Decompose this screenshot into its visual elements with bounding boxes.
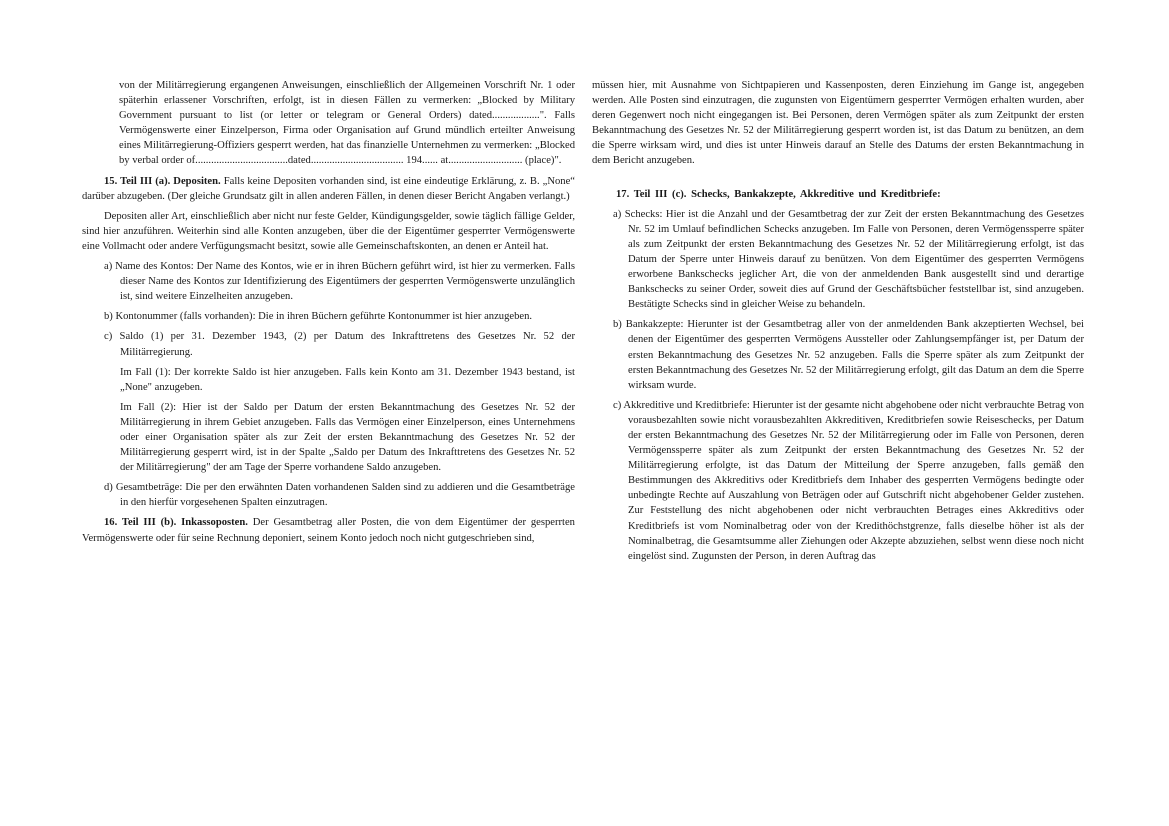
- section-16-heading: 16. Teil III (b). Inkassoposten.: [104, 517, 248, 529]
- section-15-text: Falls keine Depositen vorhanden sind, ist eine eindeutige Erklärung, z. B. „None“ darüber abzugeben. (Der gleiche Grundsatz gilt in allen anderen Fällen, in denen dieser Bericht Angaben verlangt.): [82, 175, 575, 202]
- section-15-paragraph-2: Depositen aller Art, einschließlich aber nicht nur feste Gelder, Kündigungsgelder, sowie täglich fällige Gelder, sind hier anzuführen. Weiterhin sind alle Konten anzugeben, über die der Eigentümer gesperrter Vermögenswerte eine Vollmacht oder andere Verfügungsmacht besitzt, sowie alle Gemeinschaftskonten, an denen er Anteil hat.: [82, 210, 575, 252]
- left-column: [82, 78, 575, 546]
- section-16-paragraph: [82, 515, 575, 545]
- list-item-b: b) Kontonummer (falls vorhanden): Die in ihren Büchern geführte Kontonummer ist hier anzugeben.: [104, 311, 533, 323]
- list-item-c: c) Saldo (1) per 31. Dezember 1943, (2) per Datum des Inkrafttretens des Gesetzes Nr. 52 der Militärregierung.: [104, 331, 575, 358]
- intro-paragraph: von der Militärregierung ergangenen Anweisungen, einschließlich der Allgemeinen Vorschrift Nr. 1 oder späterhin erlassener Vorschriften, erfolgt, ist in diesen Fällen zu vermerken: „Blocked by Military Government pursuant to list (or letter or telegram or General Orders) dated..................". Falls Vermögenswerte einer Einzelperson, Firma oder Organisation auf Grund mündlich erteilter Anweisung eines Militärregierung-Offiziers gesperrt werden, hat das finanzielle Unternehmen zu vermerken: „Blocked by verbal order of...................................dated................................... 194...... at............................ (place)".: [119, 80, 575, 167]
- list-item-d: d) Gesamtbeträge: Die per den erwähnten Daten vorhandenen Salden sind zu addieren und die Gesamtbeträge in den hierfür vorgesehenen Spalten einzutragen.: [104, 482, 575, 509]
- list-item-c-case-1: Im Fall (1): Der korrekte Saldo ist hier anzugeben. Falls kein Konto am 31. Dezember 1943 bestand, ist „None" anzugeben.: [120, 366, 575, 393]
- right-column: [592, 78, 1084, 564]
- continuation-paragraph: müssen hier, mit Ausnahme von Sichtpapieren und Kassenposten, deren Einziehung im Gange ist, angegeben werden. Alle Posten sind einzutragen, die zugunsten von Eigentümern gesperrter Vermögen erhalten wurden, aber deren Gegenwert noch nicht eingegangen ist. Bei Personen, deren Vermögen später als zum Zeitpunkt der ersten Bekanntmachung des Gesetzes Nr. 52 der Militärregierung gesperrt worden ist, ist das Datum zu benützen, an dem die Sperre wirksam wird, und dies ist unter Hinweis darauf an Stelle des Datums der ersten Bekanntmachung in dem Bericht anzugeben.: [592, 80, 1084, 167]
- list-item-a: a) Name des Kontos: Der Name des Kontos, wie er in ihren Büchern geführt wird, ist hier zu vermerken. Falls dieser Name des Kontos zur Identifizierung des Eigentümers der gesperrten Vermögenswerte unzulänglich ist, sind weitere Einzelheiten anzugeben.: [104, 261, 575, 303]
- section-17-heading: 17. Teil III (c). Schecks, Bankakzepte, Akkreditive und Kreditbriefe:: [616, 188, 941, 200]
- section-15-paragraph: [82, 174, 575, 204]
- section-15-heading: 15. Teil III (a). Depositen.: [104, 175, 221, 187]
- section-16-text: Der Gesamtbetrag aller Posten, die von dem Eigentümer der gesperrten Vermögenswerte oder für seine Rechnung deponiert, seinem Konto jedoch noch nicht gutgeschrieben sind,: [82, 517, 575, 544]
- list-item-a-schecks: a) Schecks: Hier ist die Anzahl und der Gesamtbetrag der zur Zeit der ersten Bekanntmachung des Gesetzes Nr. 52 im Umlauf befindlichen Schecks anzugeben. Im Falle von Personen, deren Vermögenssperre später als zum Zeitpunkt der ersten Bekanntmachung des Gesetzes Nr. 52 der Militärregierung erfolgt, ist das Datum der Sperre unter Hinweis darauf zu benützen. Von dem Eigentümer des gesperrten Vermögens erworbene Bankschecks jeglicher Art, die von der anmeldenden Bank ausgestellt sind und derartige Bankschecks zu seiner Order, soweit dies auf Grund der Geschäftsbücher feststellbar ist, sind anzugeben. Bestätigte Schecks sind in gleicher Weise zu behandeln.: [613, 208, 1084, 311]
- list-item-c-case-2: Im Fall (2): Hier ist der Saldo per Datum der ersten Bekanntmachung des Gesetzes Nr. 52 der Militärregierung in ihrem Gebiet anzugeben. Falls das Vermögen einer Einzelperson, eines Unternehmens oder einer Organisation später als zur Zeit der ersten Bekanntmachung des Gesetzes Nr. 52 der Militärregierung gesperrt wird, ist in der Spalte „Saldo per Datum des Inkrafttretens des Gesetzes Nr. 52 der Militärregierung" der am Tage der Sperre vorhandene Saldo anzugeben.: [120, 401, 575, 474]
- list-item-b-bankakzepte: b) Bankakzepte: Hierunter ist der Gesamtbetrag aller von der anmeldenden Bank akzeptierten Wechsel, bei denen der Eigentümer des gesperrten Vermögens Aussteller oder Zahlungsempfänger ist, per Datum der ersten Bekanntmachung des Gesetzes Nr. 52 anzugeben. Falls die Sperre später als zum Zeitpunkt der ersten Bekanntmachung des Gesetzes Nr. 52 der Militärregierung erfolgt, gilt das Datum an dem die Sperre wirksam wurde.: [613, 319, 1084, 391]
- list-item-c-akkreditive: c) Akkreditive und Kreditbriefe: Hierunter ist der gesamte nicht abgehobene oder nicht verbrauchte Betrag von vorausbezahlten sowie nicht vorausbezahlten Akkreditiven, Kreditbriefen sowie Reiseschecks, per Datum der ersten Bekanntmachung des Gesetzes Nr. 52 der Militärregierung oder im Falle von Personen, deren Vermögenssperre später als zum Zeitpunkt der ersten Bekanntmachung des Gesetzes Nr. 52 der Militärregierung erfolgte, ist das Datum der Mitteilung der Sperre anzugeben, falls gemäß den Bestimmungen des Akkreditivs oder Kreditbriefs dem Inhaber des gesperrten Vermögens bedingte oder unbedingte Rechte auf Auszahlung von Beträgen oder auf Gutschrift nicht abgehobener Gelder zustehen. Zur Feststellung des nicht abgehobenen oder nicht verbrauchten Betrages eines Akkreditivs oder Kreditbriefs ist vom Nominalbetrag oder von der Kredithöchstgrenze, falls dieselbe höher ist als der Nominalbetrag, die Gesamtsumme aller Ziehungen oder Akzepte abzuziehen, selbst wenn diese noch nicht eingelöst sind. Zugunsten der Person, in deren Auftrag das: [613, 399, 1084, 562]
